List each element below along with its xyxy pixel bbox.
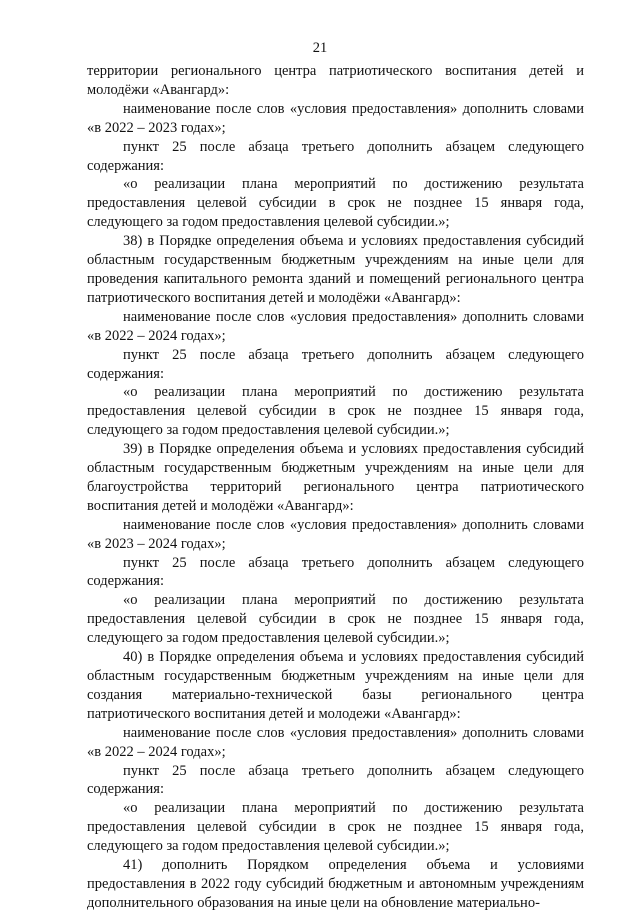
paragraph: «о реализации плана мероприятий по достижению результата предоставления целевой субсидии в срок не позднее 15 января года, следующего за годом предоставления целевой субсидии.»; [87, 800, 584, 855]
paragraph: пункт 25 после абзаца третьего дополнить абзацем следующего содержания: [87, 554, 584, 590]
paragraph-item-41: 41) дополнить Порядком определения объема и условиями предоставления в 2022 году субсидий бюджетным и автономным учреждениям дополнительного образования на иные цели на обновление материально- [87, 857, 584, 911]
paragraph: наименование после слов «условия предоставления» дополнить словами «в 2022 – 2023 годах»; [87, 100, 584, 136]
paragraph: пункт 25 после абзаца третьего дополнить абзацем следующего содержания: [87, 346, 584, 382]
paragraph-item-38: 38) в Порядке определения объема и условиях предоставления субсидий областным государственным бюджетным учреждениям на иные цели для проведения капитального ремонта зданий и помещений регионального центра патриотического воспитания детей и молодёжи «Авангард»: [87, 233, 584, 306]
paragraph-item-39: 39) в Порядке определения объема и условиях предоставления субсидий областным государственным бюджетным учреждениям на иные цели для благоустройства территорий регионального центра патриотического воспитания детей и молодёжи «Авангард»: [87, 441, 584, 514]
paragraph: наименование после слов «условия предоставления» дополнить словами «в 2023 – 2024 годах»; [87, 516, 584, 552]
paragraph: пункт 25 после абзаца третьего дополнить абзацем следующего содержания: [87, 138, 584, 174]
paragraph: «о реализации плана мероприятий по достижению результата предоставления целевой субсидии в срок не позднее 15 января года, следующего за годом предоставления целевой субсидии.»; [87, 384, 584, 439]
paragraph-item-40: 40) в Порядке определения объема и условиях предоставления субсидий областным государственным бюджетным учреждениям на иные цели для создания материально-технической базы регионального центра патриотического воспитания детей и молодежи «Авангард»: [87, 649, 584, 722]
paragraph: пункт 25 после абзаца третьего дополнить абзацем следующего содержания: [87, 762, 584, 798]
page-number: 21 [312, 40, 328, 56]
paragraph: «о реализации плана мероприятий по достижению результата предоставления целевой субсидии в срок не позднее 15 января года, следующего за годом предоставления целевой субсидии.»; [87, 176, 584, 231]
document-body [87, 62, 584, 913]
paragraph: территории регионального центра патриотического воспитания детей и молодёжи «Авангард»: [87, 63, 584, 98]
paragraph: «о реализации плана мероприятий по достижению результата предоставления целевой субсидии в срок не позднее 15 января года, следующего за годом предоставления целевой субсидии.»; [87, 592, 584, 647]
paragraph: наименование после слов «условия предоставления» дополнить словами «в 2022 – 2024 годах»; [87, 724, 584, 760]
paragraph: наименование после слов «условия предоставления» дополнить словами «в 2022 – 2024 годах»; [87, 308, 584, 344]
